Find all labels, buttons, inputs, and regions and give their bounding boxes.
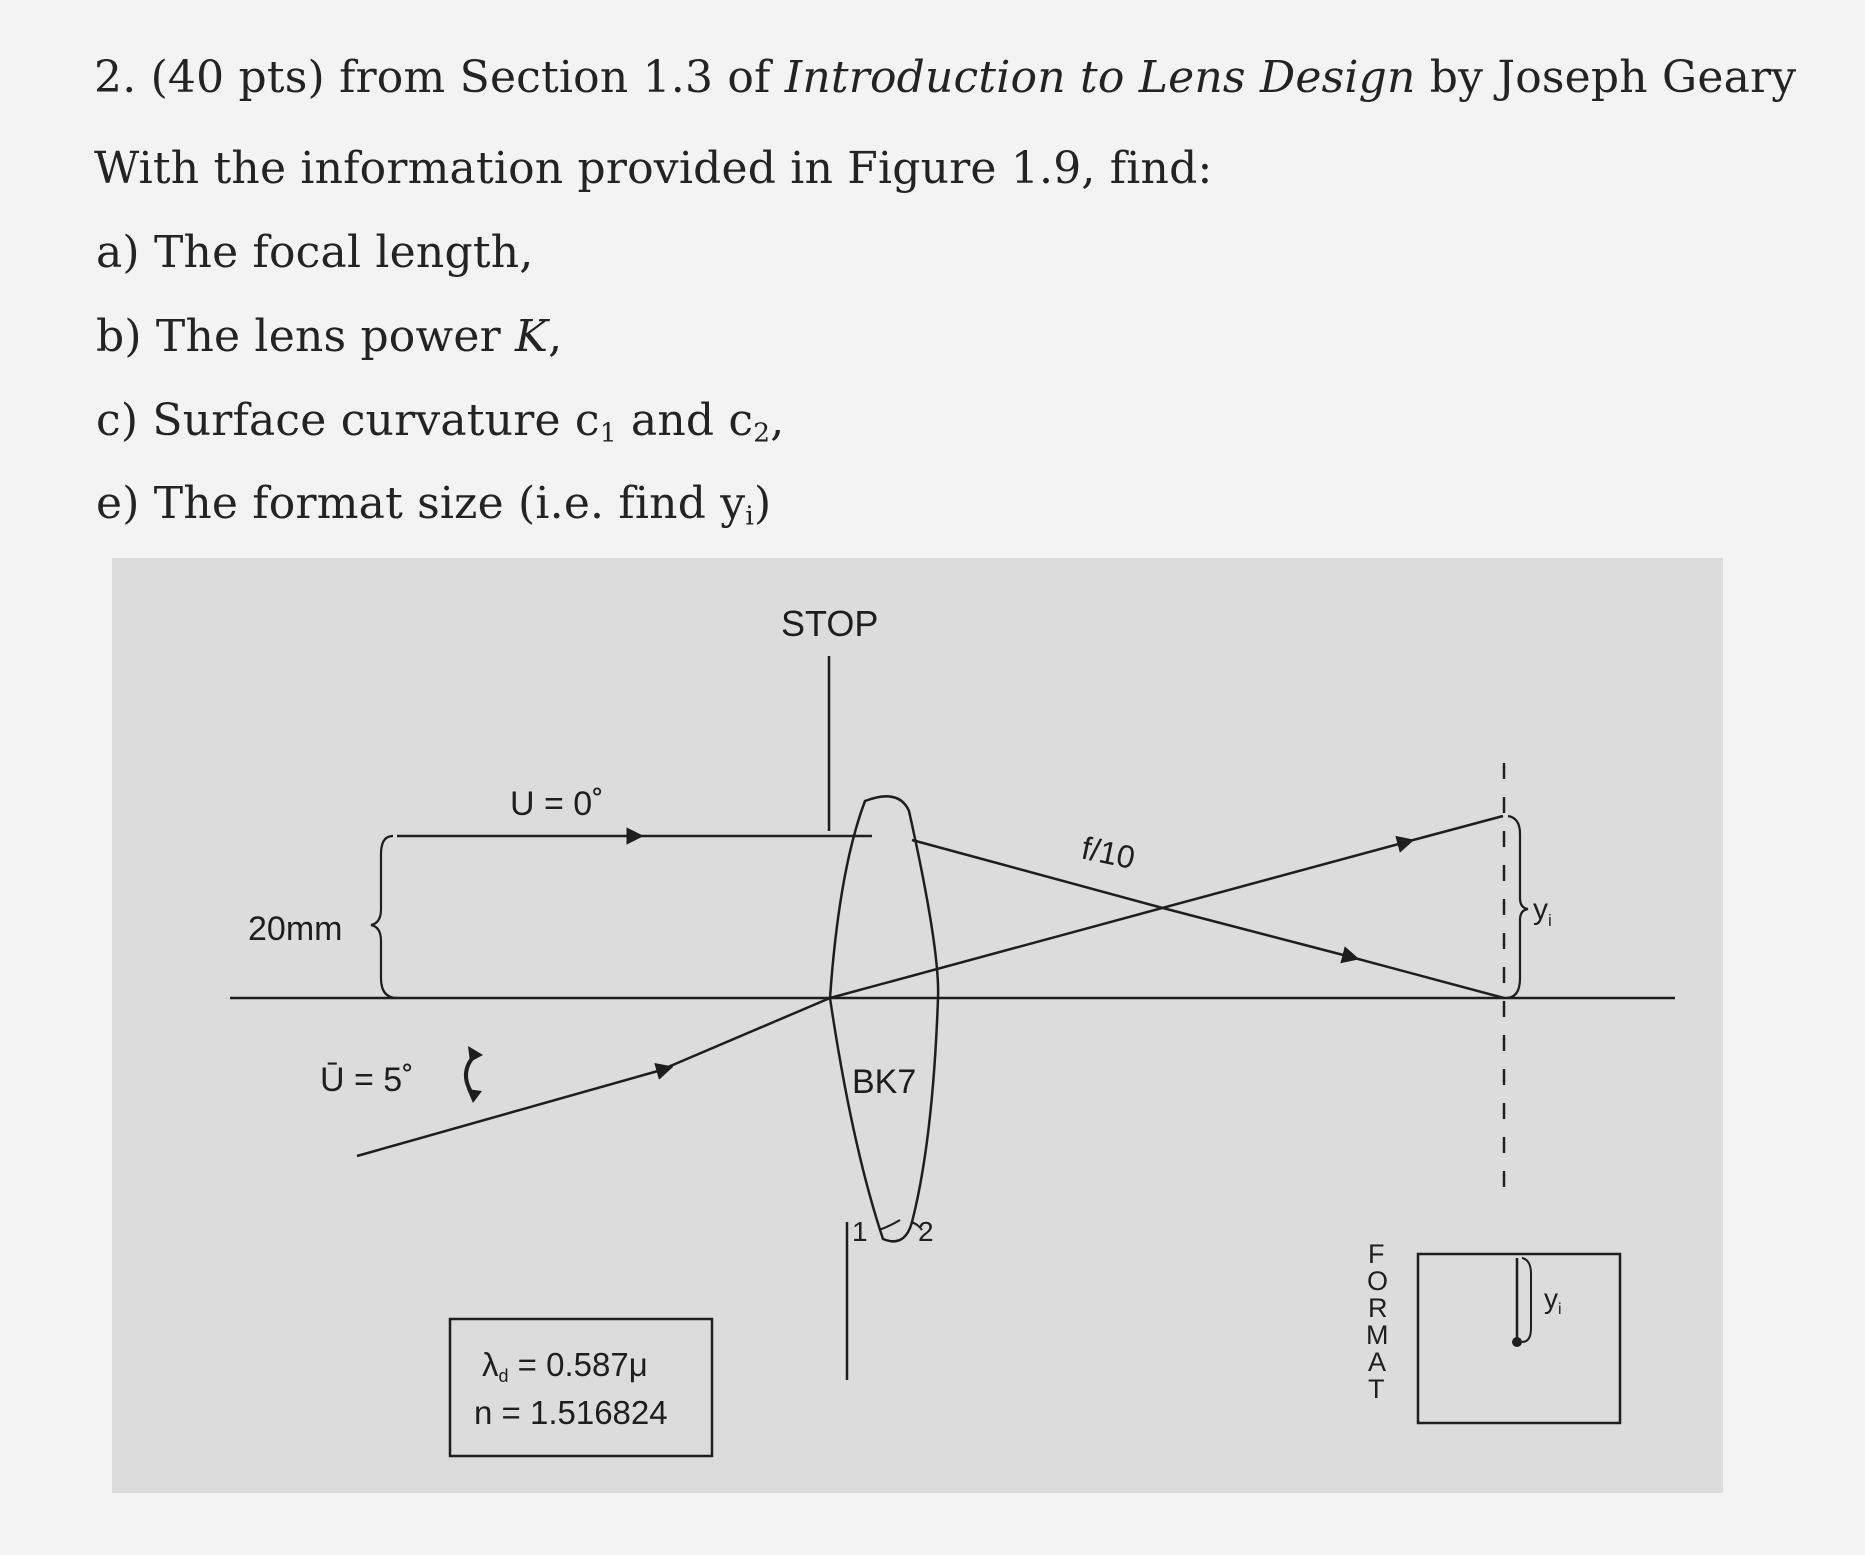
item-c [96,395,784,460]
item-c-mid: and c [616,395,754,446]
item-b-var: K [515,311,549,362]
marginal-ray-outgoing-c [1347,956,1504,998]
svg-text:F: F [1368,1239,1385,1269]
item-e [96,478,771,543]
ubar-arrow-head-top [468,1046,483,1062]
height-label: 20mm [248,910,343,948]
svg-text:T: T [1368,1374,1385,1404]
format-height-bracket [1522,1258,1531,1342]
chief-ray-incoming-2 [661,998,830,1070]
item-c-sub2: 2 [753,417,771,449]
height-bracket [371,836,397,998]
ubar-label: Ū = 5˚ [320,1061,414,1099]
ubar-arrow-head-bottom [467,1089,482,1103]
lens-figure [112,558,1723,1493]
item-e-sub: i [745,500,754,532]
image-height-label: $y_i$ [1533,893,1552,930]
format-label [1366,1239,1389,1404]
item-b-prefix: b) The lens power [96,311,516,362]
lens-diagram [112,558,1723,1493]
header-prefix: 2. (40 pts) from Section 1.3 of [94,52,785,103]
stop-label: STOP [781,603,879,644]
svg-text:O: O [1367,1266,1389,1296]
item-e-suffix: ) [753,478,772,529]
item-c-prefix: c) Surface curvature c [96,395,600,446]
u-label: U = 0˚ [510,785,604,823]
index-label: n = 1.516824 [474,1394,668,1431]
marginal-ray-outgoing-b [1159,907,1351,957]
image-height-bracket [1506,816,1528,998]
surface-1-label: 1 [852,1216,868,1247]
header-suffix: by Joseph Geary [1415,52,1797,103]
surface-1-leader [879,1220,900,1230]
item-a: a) The focal length, [96,227,534,278]
surface-2-label: 2 [918,1216,934,1247]
format-image-dot [1512,1337,1522,1347]
lens-outline [830,796,938,1241]
f-number-label: f/10 [1078,829,1139,876]
svg-text:A: A [1368,1347,1387,1377]
question-header [94,52,1796,104]
item-b-suffix: , [548,311,563,362]
item-b [96,311,562,363]
svg-text:R: R [1368,1293,1388,1323]
format-height-label: $y_i$ [1544,1283,1562,1318]
question-intro: With the information provided in Figure 1.9, find: [94,143,1213,194]
wavelength-label: λd = 0.587μ [482,1346,648,1386]
book-title: Introduction to Lens Design [784,52,1416,103]
item-c-sub1: 1 [599,417,617,449]
glass-label: BK7 [852,1063,917,1101]
item-e-prefix: e) The format size (i.e. find y [96,478,746,529]
glass-data-box [450,1319,712,1456]
item-c-suffix: , [770,395,785,446]
chief-ray-outgoing-2 [1402,816,1503,843]
svg-text:M: M [1366,1320,1389,1350]
